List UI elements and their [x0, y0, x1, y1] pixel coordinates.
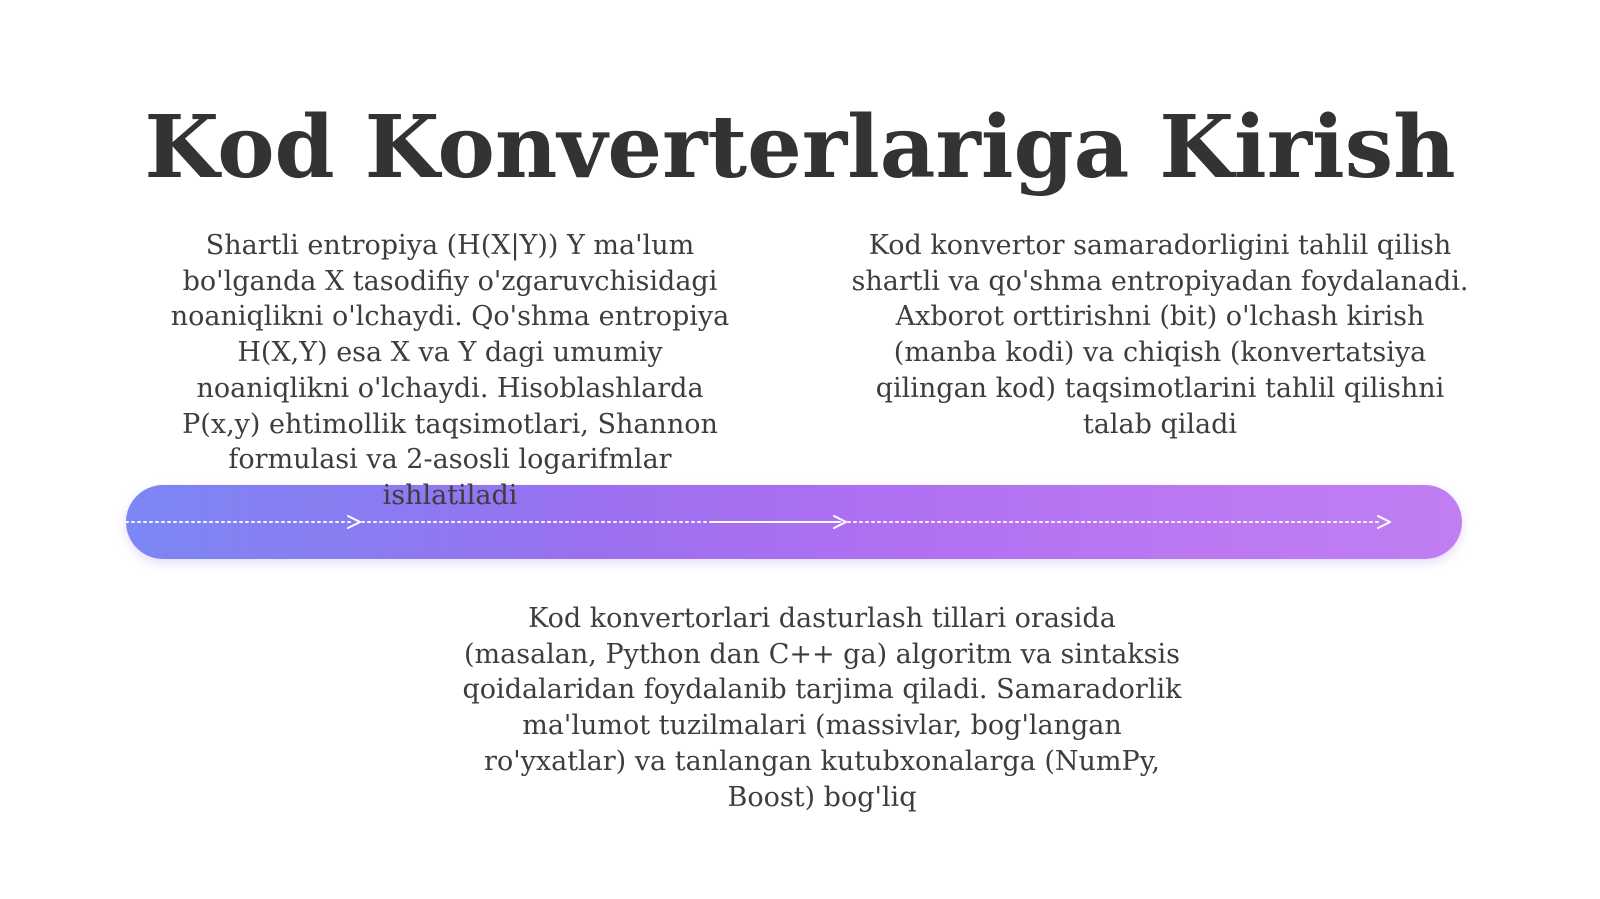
- arrow-right-icon: [1378, 516, 1390, 528]
- slide-title: Kod Konverterlariga Kirish: [144, 96, 1456, 198]
- text-block-left: Shartli entropiya (H(X|Y)) Y ma'lum bo'lganda X tasodifiy o'zgaruvchisidagi noaniqlikni o'lchaydi. Qo'shma entropiya H(X,Y) esa X va Y dagi umumiy noaniqlikni o'lchaydi. Hisoblashlarda P(x,y) ehtimollik taqsimotlari, Shannon formulasi va 2-asosli logarifmlar ishlatiladi: [170, 230, 730, 511]
- text-block-right: Kod konvertor samaradorligini tahlil qilish shartli va qo'shma entropiyadan foydalanadi. Axborot orttirishni (bit) o'lchash kirish (manba kodi) va chiqish (konvertatsiya qilingan kod) taqsimotlarini tahlil qilishni talab qiladi: [851, 230, 1469, 440]
- text-block-bottom: Kod konvertorlari dasturlash tillari orasida (masalan, Python dan C++ ga) algoritm va sintaksis qoidalaridan foydalanib tarjima qiladi. Samaradorlik ma'lumot tuzilmalari (massivlar, bog'langan ro'yxatlar) va tanlangan kutubxonalarga (NumPy, Boost) bog'liq: [462, 603, 1182, 813]
